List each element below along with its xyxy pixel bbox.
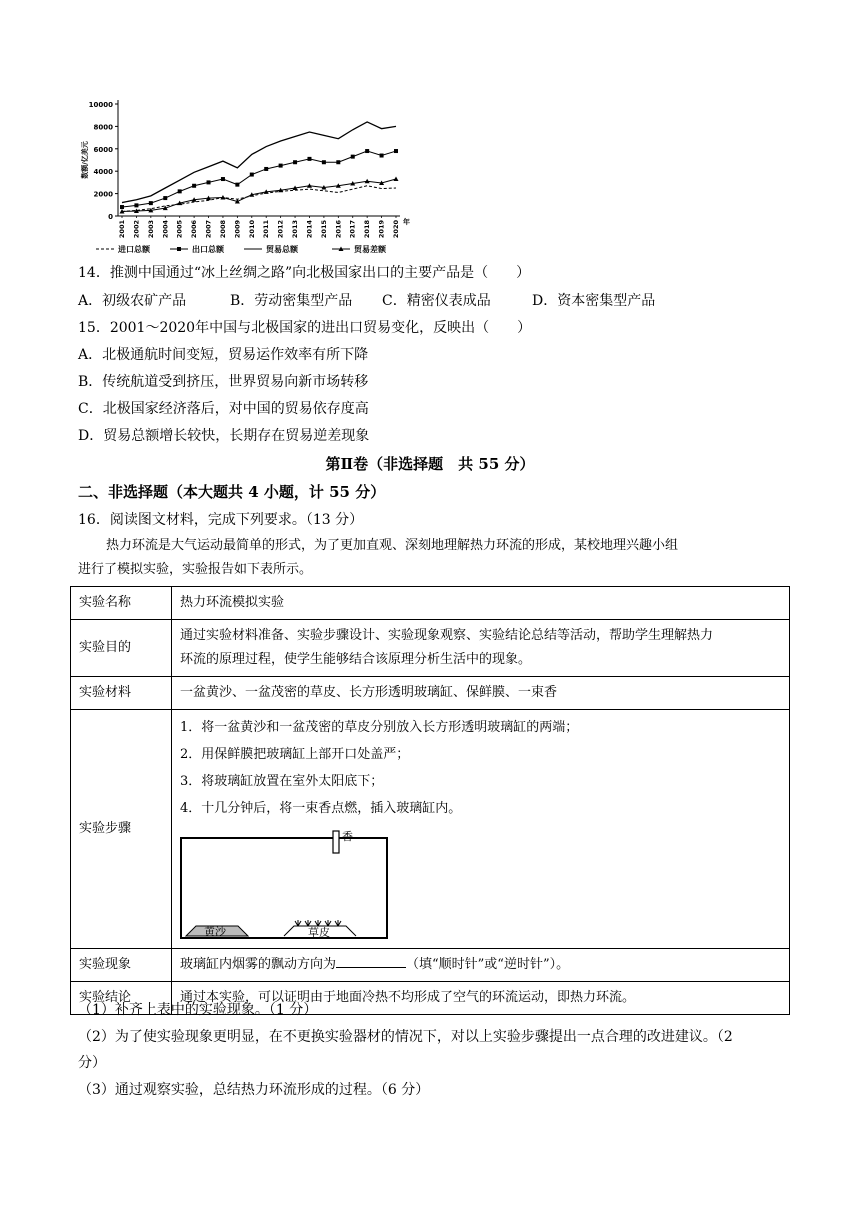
x-tick-label: 2013 (291, 220, 300, 239)
q14-option-a: A．初级农矿产品 (78, 293, 187, 309)
sand-label: 黄沙 (204, 925, 226, 938)
data-point-square (221, 177, 225, 181)
row-value (172, 710, 790, 949)
series-line-solid (122, 122, 396, 203)
trade-line-chart (78, 92, 418, 264)
row-value: 通过本实验，可以证明由于地面冷热不均形成了空气的环流运动，即热力环流。 (172, 982, 790, 1015)
q15-option-d: D．贸易总额增长较快，长期存在贸易逆差现象 (78, 428, 370, 444)
y-tick-label: 0 (108, 213, 113, 221)
x-tick-label: 2015 (319, 220, 328, 239)
data-point-square (380, 154, 384, 158)
phenomenon-hint: （填“顺时针”或“逆时针”）。 (406, 957, 570, 972)
q16-intro-1: 热力环流是大气运动最简单的形式，为了更加直观、深刻地理解热力环流的形成，某校地理兴趣小组 (106, 538, 679, 553)
data-point-square (163, 196, 167, 200)
x-tick-label: 2010 (247, 220, 256, 239)
q16-sub-2-line-1: （2）为了使实验现象更明显，在不更换实验器材的情况下，对以上实验步骤提出一点合理的改进建议。（2 (78, 1029, 733, 1045)
data-point-square (250, 173, 254, 177)
legend-marker-square (177, 247, 181, 251)
x-tick-label: 2009 (233, 220, 242, 239)
q14-option-b: B．劳动密集型产品 (230, 293, 353, 309)
data-point-square (279, 164, 283, 168)
purpose-line: 通过实验材料准备、实验步骤设计、实验现象观察、实验结论总结等活动，帮助学生理解热力 (180, 628, 714, 643)
data-point-triangle (394, 177, 399, 182)
row-value: 一盆黄沙、一盆茂密的草皮、长方形透明玻璃缸、保鲜膜、一束香 (172, 677, 790, 710)
data-point-square (293, 160, 297, 164)
x-tick-label: 2014 (305, 220, 314, 239)
x-axis-unit: 年 (403, 218, 410, 226)
row-label: 实验目的 (71, 620, 172, 677)
data-point-square (207, 180, 211, 184)
q16-sub-1: （1）补齐上表中的实验现象。（1 分） (78, 1002, 318, 1018)
data-point-square (322, 160, 326, 164)
row-label: 实验结论 (71, 982, 172, 1015)
grass-label: 草皮 (308, 926, 330, 939)
x-tick-label: 2012 (276, 220, 285, 239)
step-item: 1．将一盆黄沙和一盆茂密的草皮分别放入长方形透明玻璃缸的两端； (180, 720, 579, 735)
phenomenon-text: 玻璃缸内烟雾的飘动方向为 (180, 957, 337, 972)
data-point-square (235, 183, 239, 187)
x-tick-label: 2003 (146, 220, 155, 239)
q14-stem: 14．推测中国通过“冰上丝绸之路”向北极国家出口的主要产品是（ ） (78, 265, 531, 281)
table-row (71, 710, 790, 949)
glass-tank (181, 838, 387, 938)
step-item: 2．用保鲜膜把玻璃缸上部开口处盖严； (180, 747, 410, 762)
legend-label: 贸易差额 (354, 245, 386, 254)
x-tick-label: 2018 (363, 220, 372, 239)
step-item: 3．将玻璃缸放置在室外太阳底下； (180, 774, 384, 789)
data-point-square (264, 167, 268, 171)
data-point-square (307, 157, 311, 161)
table-row (71, 677, 790, 710)
x-tick-label: 2004 (161, 220, 170, 239)
part2-title: 第Ⅱ卷（非选择题 共 55 分） (325, 455, 535, 473)
legend-label: 贸易总额 (266, 245, 298, 254)
data-point-square (120, 205, 124, 209)
table-row (71, 949, 790, 982)
experiment-diagram (180, 828, 396, 940)
data-point-square (351, 155, 355, 159)
q16-sub-2-line-2: 分） (78, 1055, 106, 1071)
data-point-square (192, 184, 196, 188)
section2-title: 二、非选择题（本大题共 4 小题，计 55 分） (78, 483, 386, 501)
x-tick-label: 2017 (348, 220, 357, 239)
table-row (71, 587, 790, 620)
x-tick-label: 2007 (204, 220, 213, 239)
x-tick-label: 2008 (218, 220, 227, 239)
data-point-square (336, 160, 340, 164)
experiment-report-table (70, 586, 790, 1015)
q14-option-c: C．精密仪表成品 (382, 293, 491, 309)
data-point-square (134, 203, 138, 207)
row-label: 实验现象 (71, 949, 172, 982)
y-tick-label: 4000 (93, 168, 113, 177)
q15-stem: 15．2001～2020年中国与北极国家的进出口贸易变化，反映出（ ） (78, 320, 532, 336)
q15-option-a: A．北极通航时间变短，贸易运作效率有所下降 (78, 347, 369, 363)
y-tick-label: 6000 (93, 145, 113, 154)
x-tick-label: 2002 (132, 220, 141, 239)
incense-label: 香 (342, 830, 353, 843)
row-label: 实验名称 (71, 587, 172, 620)
x-tick-label: 2005 (175, 220, 184, 239)
row-label: 实验材料 (71, 677, 172, 710)
x-tick-label: 2020 (392, 220, 400, 239)
y-tick-label: 8000 (93, 123, 113, 132)
legend-label: 出口总额 (192, 245, 224, 254)
step-item: 4．十几分钟后，将一束香点燃，插入玻璃缸内。 (180, 801, 462, 816)
data-point-square (149, 201, 153, 205)
q14-option-d: D．资本密集型产品 (532, 293, 656, 309)
incense-stick (333, 831, 339, 853)
q16-sub-3: （3）通过观察实验，总结热力环流形成的过程。（6 分） (78, 1082, 430, 1098)
row-label: 实验步骤 (71, 710, 172, 949)
legend-label: 进口总额 (118, 245, 150, 254)
x-tick-label: 2006 (190, 220, 199, 239)
q16-stem: 16．阅读图文材料，完成下列要求。（13 分） (78, 512, 364, 528)
x-tick-label: 2016 (334, 220, 343, 239)
y-axis-label: 数额/亿美元 (81, 141, 89, 179)
row-value (172, 620, 790, 677)
q16-intro-2: 进行了模拟实验，实验报告如下表所示。 (78, 562, 313, 577)
x-tick-label: 2011 (262, 220, 271, 239)
x-tick-label: 2001 (118, 220, 126, 239)
series-line-square (122, 151, 396, 207)
row-value: 热力环流模拟实验 (172, 587, 790, 620)
row-value (172, 949, 790, 982)
data-point-square (394, 149, 398, 153)
answer-blank[interactable] (336, 953, 406, 968)
table-row (71, 620, 790, 677)
q14-options (78, 291, 655, 311)
q15-option-c: C．北极国家经济落后，对中国的贸易依存度高 (78, 401, 369, 417)
y-tick-label: 2000 (93, 190, 113, 199)
data-point-square (178, 189, 182, 193)
y-tick-label: 10000 (88, 101, 113, 109)
q15-option-b: B．传统航道受到挤压，世界贸易向新市场转移 (78, 374, 369, 390)
data-point-square (365, 149, 369, 153)
purpose-line: 环流的原理过程，使学生能够结合该原理分析生活中的现象。 (180, 652, 532, 667)
x-tick-label: 2019 (377, 220, 386, 239)
